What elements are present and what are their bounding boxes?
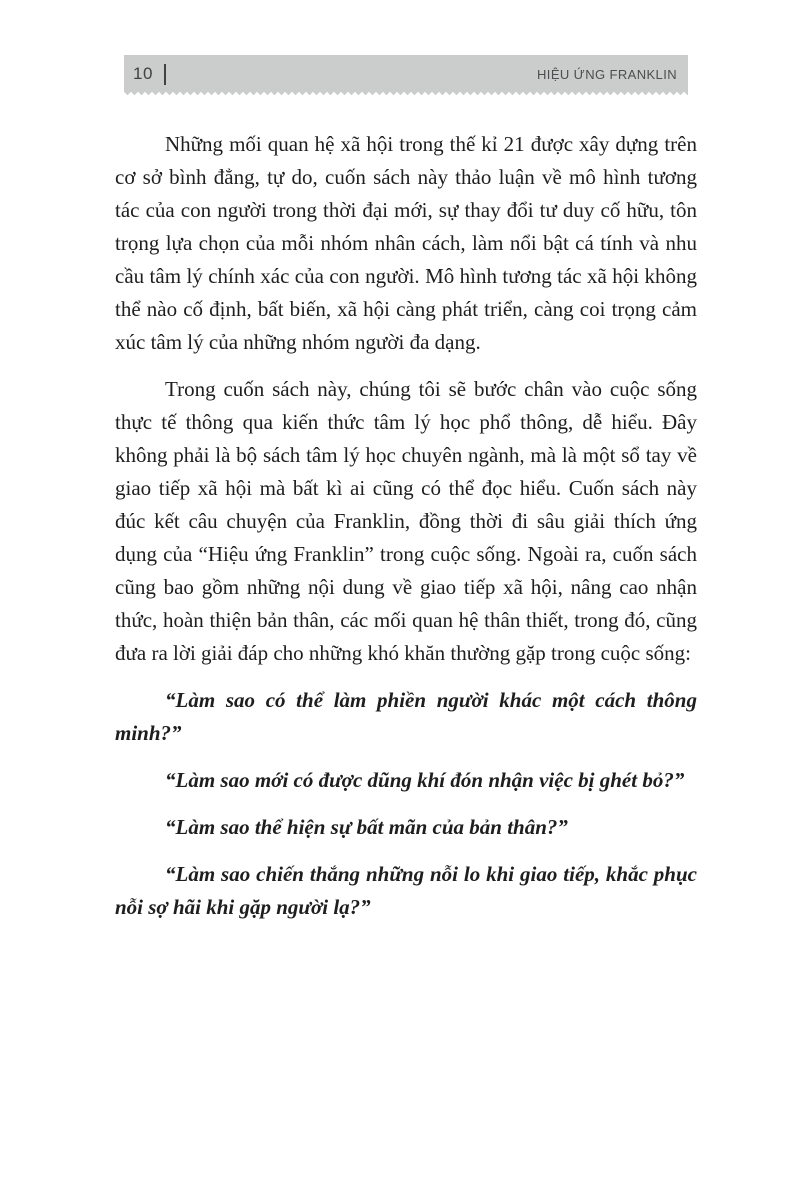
page-number-group xyxy=(133,64,166,85)
quote-bother-people-smartly: “Làm sao có thể làm phiền người khác một cách thông minh?” xyxy=(115,688,697,745)
paragraph-book-introduction: Trong cuốn sách này, chúng tôi sẽ bước chân vào cuộc sống thực tế thông qua kiến thức tâm lý học phổ thông, dễ hiểu. Đây không phải là bộ sách tâm lý học chuyên ngành, mà là một sổ tay về giao tiếp xã hội mà bất kì ai cũng có thể đọc hiểu. Cuốn sách này đúc kết câu chuyện của Franklin, đồng thời đi sâu giải thích ứng dụng của “Hiệu ứng Franklin” trong cuộc sống. Ngoài ra, cuốn sách cũng bao gồm những nội dung về giao tiếp xã hội, nâng cao nhận thức, hoàn thiện bản thân, các mối quan hệ thân thiết, trong đó, cũng đưa ra lời giải đáp cho những khó khăn thường gặp trong cuộc sống: xyxy=(115,377,697,665)
body-text-block xyxy=(115,128,697,924)
paragraph-social-relations: Những mối quan hệ xã hội trong thế kỉ 21 được xây dựng trên cơ sở bình đẳng, tự do, cuốn sách này thảo luận về mô hình tương tác của con người trong thời đại mới, sự thay đổi tư duy cố hữu, tôn trọng lựa chọn của mỗi nhóm nhân cách, làm nổi bật cá tính và nhu cầu tâm lý chính xác của con người. Mô hình tương tác xã hội không thể nào cố định, bất biến, xã hội càng phát triển, càng coi trọng cảm xúc tâm lý của những nhóm người đa dạng. xyxy=(115,132,697,354)
running-header-bar xyxy=(124,55,688,96)
page-number: 10 xyxy=(133,64,153,83)
quote-courage-accept-dislike: “Làm sao mới có được dũng khí đón nhận việc bị ghét bỏ?” xyxy=(165,768,685,792)
running-title: HIỆU ỨNG FRANKLIN xyxy=(537,66,677,82)
quote-overcome-social-anxiety: “Làm sao chiến thắng những nỗi lo khi giao tiếp, khắc phục nỗi sợ hãi khi gặp người lạ?” xyxy=(115,862,697,919)
header-separator-line xyxy=(164,64,166,85)
quote-express-dissatisfaction: “Làm sao thể hiện sự bất mãn của bản thân?” xyxy=(165,815,568,839)
